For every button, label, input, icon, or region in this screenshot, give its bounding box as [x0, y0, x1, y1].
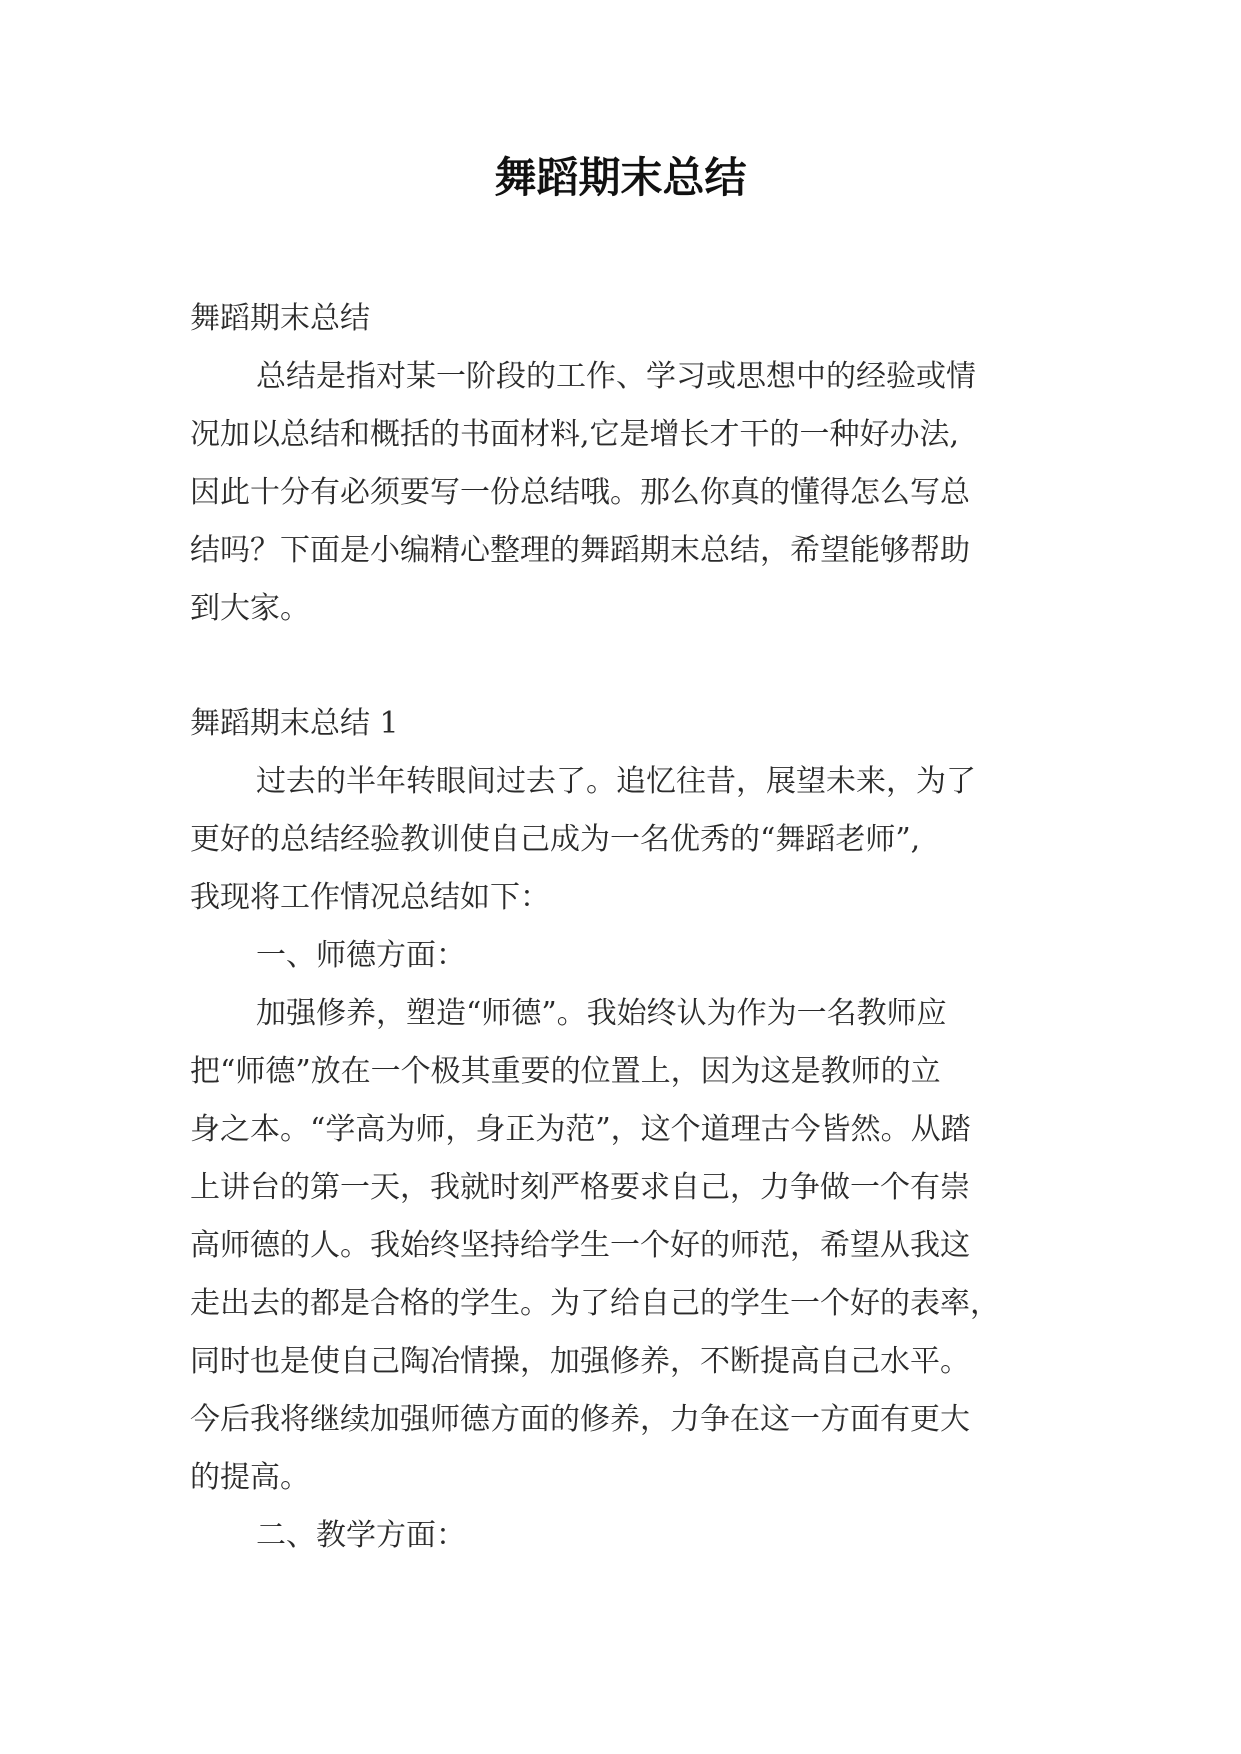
ethics-paragraph-line: 高师德的人。我始终坚持给学生一个好的师范，希望从我这: [190, 1228, 970, 1263]
ethics-paragraph-line: 走出去的都是合格的学生。为了给自己的学生一个好的表率，: [190, 1286, 1000, 1321]
intro-paragraph-line: 总结是指对某一阶段的工作、学习或思想中的经验或情: [256, 359, 976, 394]
intro-paragraph-line: 到大家。: [190, 591, 310, 626]
ethics-paragraph-line: 把“师德”放在一个极其重要的位置上，因为这是教师的立: [190, 1054, 941, 1089]
section-1: [190, 695, 1070, 1565]
intro-paragraph-line: 结吗？下面是小编精心整理的舞蹈期末总结，希望能够帮助: [190, 533, 970, 568]
subheading-ethics: 一、师德方面：: [256, 938, 466, 973]
ethics-paragraph-line: 的提高。: [190, 1460, 310, 1495]
section-1-intro-line: 过去的半年转眼间过去了。追忆往昔，展望未来，为了: [256, 764, 976, 799]
section-1-heading: 舞蹈期末总结 1: [190, 706, 399, 741]
intro-heading: 舞蹈期末总结: [190, 301, 370, 336]
intro-paragraph-line: 况加以总结和概括的书面材料,它是增长才干的一种好办法,: [190, 417, 960, 452]
section-1-intro-line: 更好的总结经验教训使自己成为一名优秀的“舞蹈老师”,: [190, 822, 921, 857]
ethics-paragraph-line: 加强修养，塑造“师德”。我始终认为作为一名教师应: [256, 996, 947, 1031]
document-title: 舞蹈期末总结: [494, 153, 747, 202]
ethics-paragraph-line: 身之本。“学高为师，身正为范”，这个道理古今皆然。从踏: [190, 1112, 971, 1147]
ethics-paragraph-line: 今后我将继续加强师德方面的修养，力争在这一方面有更大: [190, 1402, 970, 1437]
subheading-teaching: 二、教学方面：: [256, 1518, 466, 1553]
section-1-intro-line: 我现将工作情况总结如下：: [190, 880, 550, 915]
intro-section: [190, 290, 1070, 638]
ethics-paragraph-line: 同时也是使自己陶冶情操，加强修养，不断提高自己水平。: [190, 1344, 970, 1379]
intro-paragraph-line: 因此十分有必须要写一份总结哦。那么你真的懂得怎么写总: [190, 475, 970, 510]
ethics-paragraph-line: 上讲台的第一天，我就时刻严格要求自己，力争做一个有崇: [190, 1170, 970, 1205]
